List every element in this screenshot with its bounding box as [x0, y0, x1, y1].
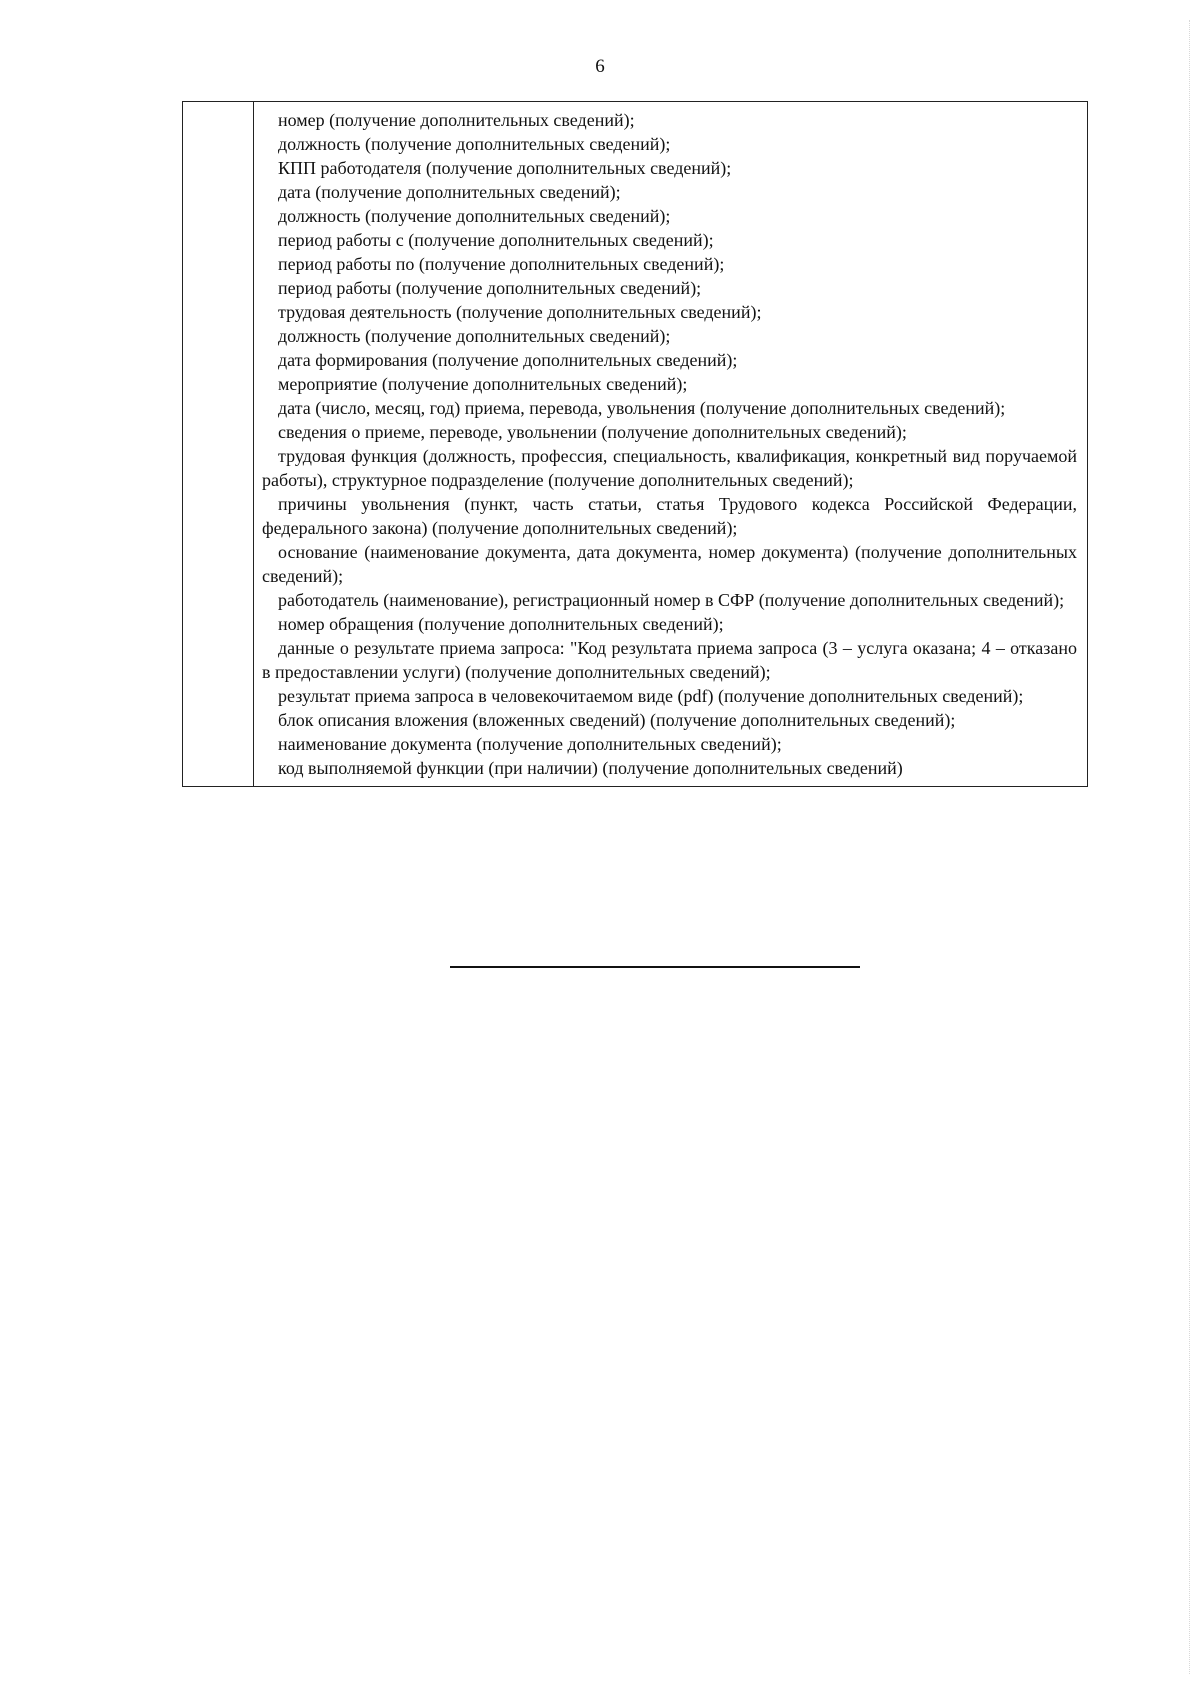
list-item: период работы с (получение дополнительных сведений); — [278, 230, 714, 250]
list-item: наименование документа (получение дополнительных сведений); — [278, 734, 782, 754]
list-item: основание (наименование документа, дата документа, номер документа) (получение дополнительных сведений); — [262, 542, 1077, 586]
list-item: КПП работодателя (получение дополнительных сведений); — [278, 158, 732, 178]
list-item: дата формирования (получение дополнительных сведений); — [278, 350, 738, 370]
list-item: трудовая деятельность (получение дополнительных сведений); — [278, 302, 762, 322]
list-item: работодатель (наименование), регистрационный номер в СФР (получение дополнительных сведений); — [278, 590, 1065, 610]
table-cell-left-empty — [183, 102, 254, 787]
list-item: должность (получение дополнительных сведений); — [278, 326, 671, 346]
scan-edge-artifact — [1189, 20, 1190, 1674]
list-item: номер обращения (получение дополнительных сведений); — [278, 614, 724, 634]
list-item: номер (получение дополнительных сведений); — [278, 110, 635, 130]
page-number: 6 — [595, 56, 605, 77]
table-row — [183, 102, 1088, 787]
document-table — [182, 101, 1088, 787]
list-item: должность (получение дополнительных сведений); — [278, 206, 671, 226]
list-item: код выполняемой функции (при наличии) (получение дополнительных сведений) — [278, 758, 903, 778]
list-item: должность (получение дополнительных сведений); — [278, 134, 671, 154]
list-item: мероприятие (получение дополнительных сведений); — [278, 374, 688, 394]
list-item: период работы (получение дополнительных сведений); — [278, 278, 702, 298]
list-item: причины увольнения (пункт, часть статьи, статья Трудового кодекса Российской Федерации, федерального закона) (получение дополнительных сведений); — [262, 494, 1077, 538]
list-item: трудовая функция (должность, профессия, специальность, квалификация, конкретный вид поручаемой работы), структурное подразделение (получение дополнительных сведений); — [262, 446, 1077, 490]
document-end-divider — [450, 966, 860, 968]
list-item: данные о результате приема запроса: "Код результата приема запроса (3 – услуга оказана; 4 – отказано в предоставлении услуги) (получение дополнительных сведений); — [262, 638, 1077, 682]
list-item: сведения о приеме, переводе, увольнении (получение дополнительных сведений); — [278, 422, 907, 442]
list-item: дата (получение дополнительных сведений); — [278, 182, 621, 202]
list-item: блок описания вложения (вложенных сведений) (получение дополнительных сведений); — [278, 710, 956, 730]
list-item: период работы по (получение дополнительных сведений); — [278, 254, 725, 274]
list-item: дата (число, месяц, год) приема, перевода, увольнения (получение дополнительных сведений); — [278, 398, 1006, 418]
list-item: результат приема запроса в человекочитаемом виде (pdf) (получение дополнительных сведений); — [278, 686, 1024, 706]
table-cell-content — [254, 102, 1088, 787]
